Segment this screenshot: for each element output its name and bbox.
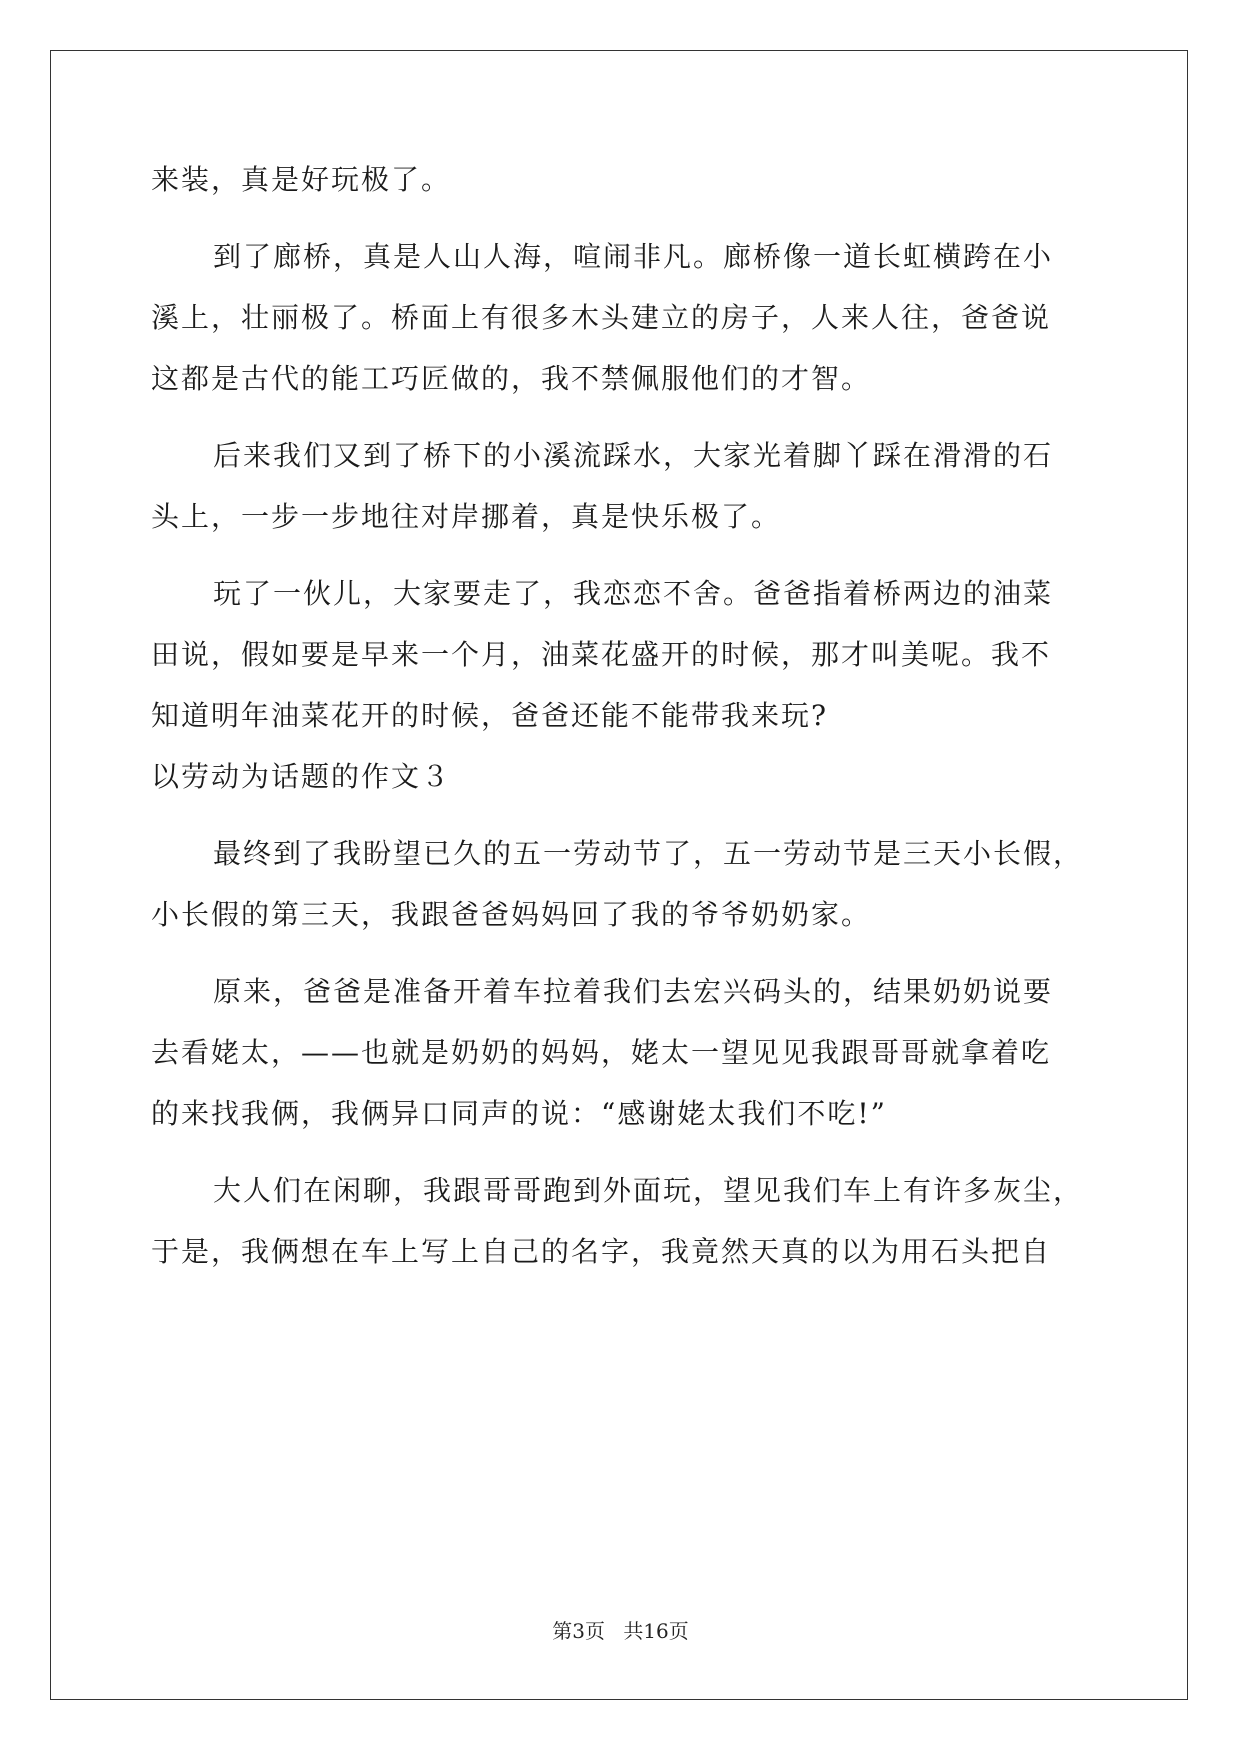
text-line: 这都是古代的能工巧匠做的，我不禁佩服他们的才智。	[151, 362, 872, 395]
text-line: 去看姥太，——也就是奶奶的妈妈，姥太一望见见我跟哥哥就拿着吃	[151, 1036, 1052, 1069]
page-number: 第3页	[552, 1619, 605, 1643]
paragraph-start-line: 最终到了我盼望已久的五一劳动节了，五一劳动节是三天小长假，	[213, 837, 1084, 870]
text-line: 田说，假如要是早来一个月，油菜花盛开的时候，那才叫美呢。我不	[151, 638, 1052, 671]
paragraph-start-line: 玩了一伙儿，大家要走了，我恋恋不舍。爸爸指着桥两边的油菜	[213, 577, 1054, 610]
paragraph-start-line: 到了廊桥，真是人山人海，喧闹非凡。廊桥像一道长虹横跨在小	[213, 240, 1054, 273]
paragraph-start-line: 大人们在闲聊，我跟哥哥跑到外面玩，望见我们车上有许多灰尘，	[213, 1174, 1084, 1207]
section-heading: 以劳动为话题的作文３	[151, 760, 452, 793]
text-line: 头上，一步一步地往对岸挪着，真是快乐极了。	[151, 500, 782, 533]
text-line: 知道明年油菜花开的时候，爸爸还能不能带我来玩?	[151, 699, 829, 732]
paragraph-start-line: 后来我们又到了桥下的小溪流踩水，大家光着脚丫踩在滑滑的石	[213, 439, 1054, 472]
text-line: 于是，我俩想在车上写上自己的名字，我竟然天真的以为用石头把自	[151, 1235, 1052, 1268]
paragraph-start-line: 原来，爸爸是准备开着车拉着我们去宏兴码头的，结果奶奶说要	[213, 975, 1054, 1008]
text-line: 的来找我俩，我俩异口同声的说：“感谢姥太我们不吃!”	[151, 1097, 887, 1130]
text-line: 小长假的第三天，我跟爸爸妈妈回了我的爷爷奶奶家。	[151, 898, 872, 931]
text-line: 溪上，壮丽极了。桥面上有很多木头建立的房子，人来人往，爸爸说	[151, 301, 1052, 334]
page-footer	[0, 1618, 1241, 1644]
text-line: 来装，真是好玩极了。	[151, 163, 452, 196]
page-total: 共16页	[623, 1619, 689, 1643]
